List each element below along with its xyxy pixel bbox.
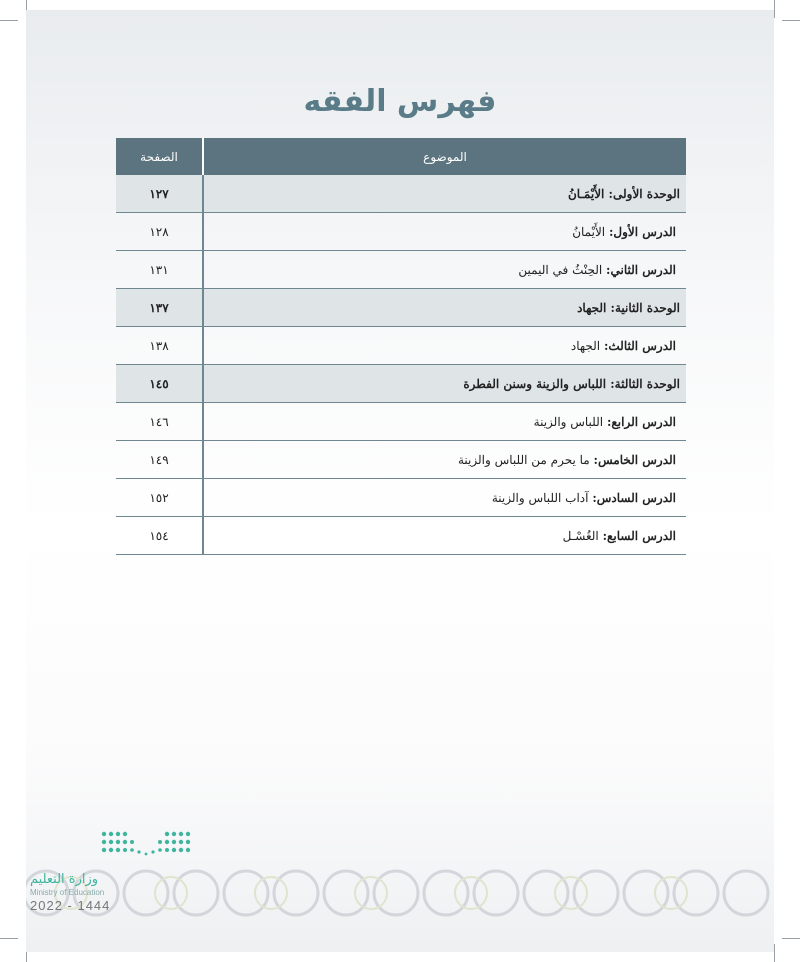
crop-mark xyxy=(0,20,18,21)
topic-cell xyxy=(203,479,686,517)
unit-row xyxy=(116,175,686,213)
topic-cell xyxy=(203,403,686,441)
unit-title: الوحدة الثالثة: اللباس والزينة وسنن الفطرة xyxy=(463,376,680,391)
lesson-label: الدرس السادس: xyxy=(592,490,676,505)
page-number: ١٤٦ xyxy=(116,403,203,441)
lesson-title: آداب اللباس والزينة xyxy=(491,490,589,505)
lesson-label: الدرس الثالث: xyxy=(603,338,676,353)
lesson-label: الدرس الأول: xyxy=(608,224,676,239)
lesson-title: ما يحرم من اللباس والزينة xyxy=(457,452,590,467)
crop-mark xyxy=(0,938,18,939)
page-number: ١٢٧ xyxy=(116,175,203,213)
topic-cell xyxy=(203,327,686,365)
ministry-logo-icon xyxy=(100,828,192,862)
topic-cell xyxy=(203,517,686,555)
unit-title: الوحدة الأولى: الأَيْمَـانُ xyxy=(567,186,680,201)
lesson-label: الدرس الثاني: xyxy=(606,262,676,277)
lesson-row xyxy=(116,403,686,441)
lesson-title: الحِنْثُ في اليمين xyxy=(518,262,603,277)
lesson-title: اللباس والزينة xyxy=(533,414,604,429)
ministry-name-en: Ministry of Education xyxy=(30,888,105,897)
crop-mark xyxy=(774,0,775,18)
topic-cell xyxy=(203,365,686,403)
lesson-row xyxy=(116,479,686,517)
page-number: ١٣٨ xyxy=(116,327,203,365)
lesson-title: الأَيْمانُ xyxy=(572,224,606,239)
edition-year: 2022 - 1444 xyxy=(30,898,111,913)
lesson-row xyxy=(116,251,686,289)
crop-mark xyxy=(782,20,800,21)
crop-mark xyxy=(774,944,775,962)
header-page: الصفحة xyxy=(116,138,203,175)
ministry-name-ar: وزارة التعليم xyxy=(30,872,99,887)
page-number: ١٣١ xyxy=(116,251,203,289)
index-table xyxy=(116,138,686,555)
lesson-row xyxy=(116,213,686,251)
lesson-label: الدرس الخامس: xyxy=(593,452,676,467)
lesson-row xyxy=(116,441,686,479)
crop-mark xyxy=(782,938,800,939)
lesson-label: الدرس الرابع: xyxy=(606,414,676,429)
unit-row xyxy=(116,365,686,403)
lesson-label: الدرس السابع: xyxy=(602,528,676,543)
page-number: ١٢٨ xyxy=(116,213,203,251)
ornament-band xyxy=(26,862,774,924)
topic-cell xyxy=(203,213,686,251)
page-number: ١٣٧ xyxy=(116,289,203,327)
lesson-row xyxy=(116,517,686,555)
topic-cell xyxy=(203,251,686,289)
topic-cell xyxy=(203,289,686,327)
lesson-title: الغُسْـل xyxy=(562,528,599,543)
topic-cell xyxy=(203,175,686,213)
page-number: ١٥٤ xyxy=(116,517,203,555)
page-number: ١٤٩ xyxy=(116,441,203,479)
page-number: ١٤٥ xyxy=(116,365,203,403)
table-header-row xyxy=(116,138,686,175)
page-title: فهرس الفقه xyxy=(303,84,497,119)
unit-title: الوحدة الثانية: الجهاد xyxy=(577,300,680,315)
page-number: ١٥٢ xyxy=(116,479,203,517)
header-topic: الموضوع xyxy=(203,138,686,175)
lesson-title: الجهاد xyxy=(570,338,601,353)
lesson-row xyxy=(116,327,686,365)
topic-cell xyxy=(203,441,686,479)
unit-row xyxy=(116,289,686,327)
